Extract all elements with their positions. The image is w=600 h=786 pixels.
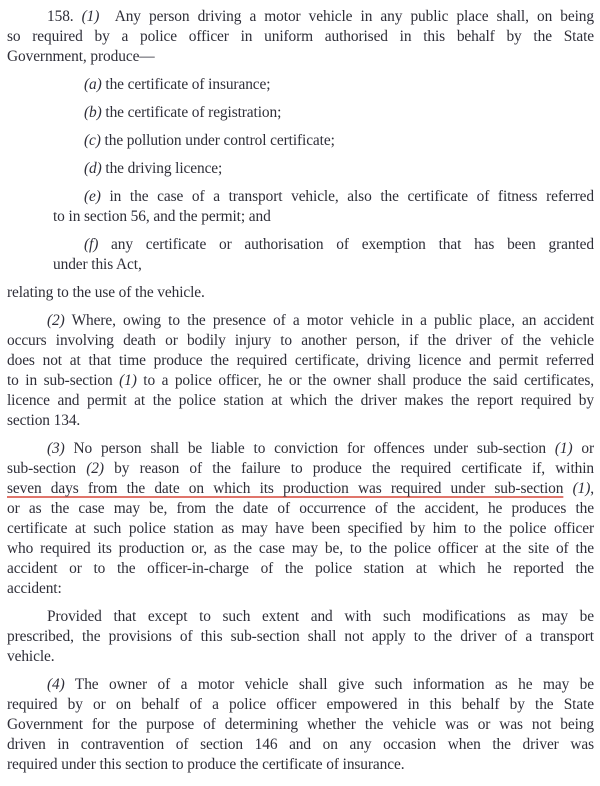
paragraph: [7, 283, 594, 303]
text-segment: Government for the purpose of determining whether the vehicle was or was not being: [7, 716, 594, 733]
text-line: [7, 627, 594, 647]
text-segment: certificate at such police station as may have been specified by him to the police officer: [7, 520, 594, 537]
text-segment: the driving licence;: [101, 160, 223, 177]
text-line: [7, 735, 594, 755]
text-segment: in the case of a transport vehicle, also the certificate of fitness referred: [100, 188, 594, 205]
text-segment: occurs involving death or bodily injury to another person, if the driver of the vehicle: [7, 332, 594, 349]
text-line: [7, 715, 594, 735]
paragraph: [7, 607, 594, 667]
text-segment: 158.: [47, 8, 82, 25]
italic-section-ref: (3): [47, 440, 65, 457]
text-segment: licence and permit at the police station at which the driver makes the report required by: [7, 392, 594, 409]
list-item: [7, 103, 594, 123]
text-segment: does not at that time produce the required certificate, driving licence and permit referred: [7, 352, 594, 369]
text-line: [53, 187, 594, 207]
text-line: [7, 351, 594, 371]
text-segment: or: [572, 440, 594, 457]
text-segment: ,: [590, 480, 594, 497]
italic-section-ref: (4): [47, 676, 65, 693]
italic-section-ref: (2): [47, 312, 65, 329]
text-segment: by reason of the failure to produce the required certificate if, within: [103, 460, 595, 477]
text-line: [7, 391, 594, 411]
italic-section-ref: (1): [119, 372, 137, 389]
list-item: [7, 131, 594, 151]
text-line: [7, 331, 594, 351]
text-line: [7, 539, 594, 559]
text-segment: sub-section: [7, 460, 87, 477]
text-line: [7, 439, 594, 459]
text-segment: who required its production or, as the case may be, to the police officer at the site of the: [7, 540, 594, 557]
text-segment: the certificate of registration;: [101, 104, 282, 121]
text-line: [7, 579, 594, 599]
text-segment: so required by a police officer in uniform authorised in this behalf by the State: [7, 28, 594, 45]
italic-section-ref: (1): [554, 440, 573, 457]
list-item: [7, 235, 594, 275]
text-segment: accident or to the officer-in-charge of the police station at which he reported the: [7, 560, 594, 577]
paragraph: [7, 311, 594, 431]
list-item: [7, 187, 594, 227]
italic-section-ref: (1): [572, 480, 591, 497]
text-segment: Provided that except to such extent and with such modifications as may be: [47, 608, 594, 625]
text-line: [7, 411, 594, 431]
text-line: [7, 647, 594, 667]
italic-section-ref: (f): [84, 236, 99, 253]
text-segment: No person shall be liable to conviction for offences under sub-section: [64, 440, 555, 457]
text-line: [53, 159, 594, 179]
italic-section-ref: (a): [84, 76, 102, 93]
text-line: [53, 207, 594, 227]
paragraph: [7, 675, 594, 775]
text-line: [7, 371, 594, 391]
text-line: [53, 75, 594, 95]
text-segment: required by or on behalf of a police officer empowered in this behalf by the State: [7, 696, 594, 713]
paragraph: [7, 7, 594, 67]
text-segment: to a police officer, he or the owner shall produce the said certificates,: [136, 372, 594, 389]
text-line: [53, 255, 594, 275]
text-segment: or as the case may be, from the date of occurrence of the accident, he produces the: [7, 500, 594, 517]
text-segment: section 134.: [7, 412, 81, 429]
text-line: [7, 47, 594, 67]
text-line: [7, 311, 594, 331]
text-segment: any certificate or authorisation of exemption that has been granted: [98, 236, 594, 253]
text-segment: Any person driving a motor vehicle in any public place shall, on being: [99, 8, 594, 25]
italic-section-ref: (d): [84, 160, 102, 177]
text-line: [7, 755, 594, 775]
text-segment: Government, produce—: [7, 48, 155, 65]
text-segment: the certificate of insurance;: [101, 76, 271, 93]
text-segment: accident:: [7, 580, 62, 597]
text-line: [7, 607, 594, 627]
text-line: [7, 695, 594, 715]
text-segment: the pollution under control certificate;: [100, 132, 335, 149]
underlined-phrase: seven days from the date on which its production was required under sub-section: [7, 480, 564, 497]
text-segment: vehicle.: [7, 648, 55, 665]
text-segment: to in section 56, and the permit; and: [53, 208, 271, 225]
text-line: [7, 7, 594, 27]
text-segment: under this Act,: [53, 256, 142, 273]
text-line: [7, 479, 594, 499]
text-line: [53, 235, 594, 255]
text-line: [53, 131, 594, 151]
text-line: [7, 283, 594, 303]
text-segment: Where, owing to the presence of a motor vehicle in a public place, an accident: [64, 312, 594, 329]
text-line: [7, 27, 594, 47]
text-segment: relating to the use of the vehicle.: [7, 284, 205, 301]
text-segment: prescribed, the provisions of this sub-section shall not apply to the driver of a transport: [7, 628, 594, 645]
text-line: [7, 675, 594, 695]
italic-section-ref: (2): [86, 460, 104, 477]
text-segment: required under this section to produce the certificate of insurance.: [7, 756, 405, 773]
text-line: [53, 103, 594, 123]
text-segment: [563, 480, 572, 497]
list-item: [7, 75, 594, 95]
list-item: [7, 159, 594, 179]
text-line: [7, 459, 594, 479]
text-segment: driven in contravention of section 146 and on any occasion when the driver was: [7, 736, 594, 753]
paragraph: [7, 439, 594, 599]
italic-section-ref: (1): [81, 8, 100, 25]
text-line: [7, 519, 594, 539]
text-line: [7, 559, 594, 579]
text-segment: to in sub-section: [7, 372, 120, 389]
italic-section-ref: (e): [84, 188, 101, 205]
text-line: [7, 499, 594, 519]
italic-section-ref: (b): [84, 104, 102, 121]
italic-section-ref: (c): [84, 132, 101, 149]
text-segment: The owner of a motor vehicle shall give such information as he may be: [64, 676, 594, 693]
